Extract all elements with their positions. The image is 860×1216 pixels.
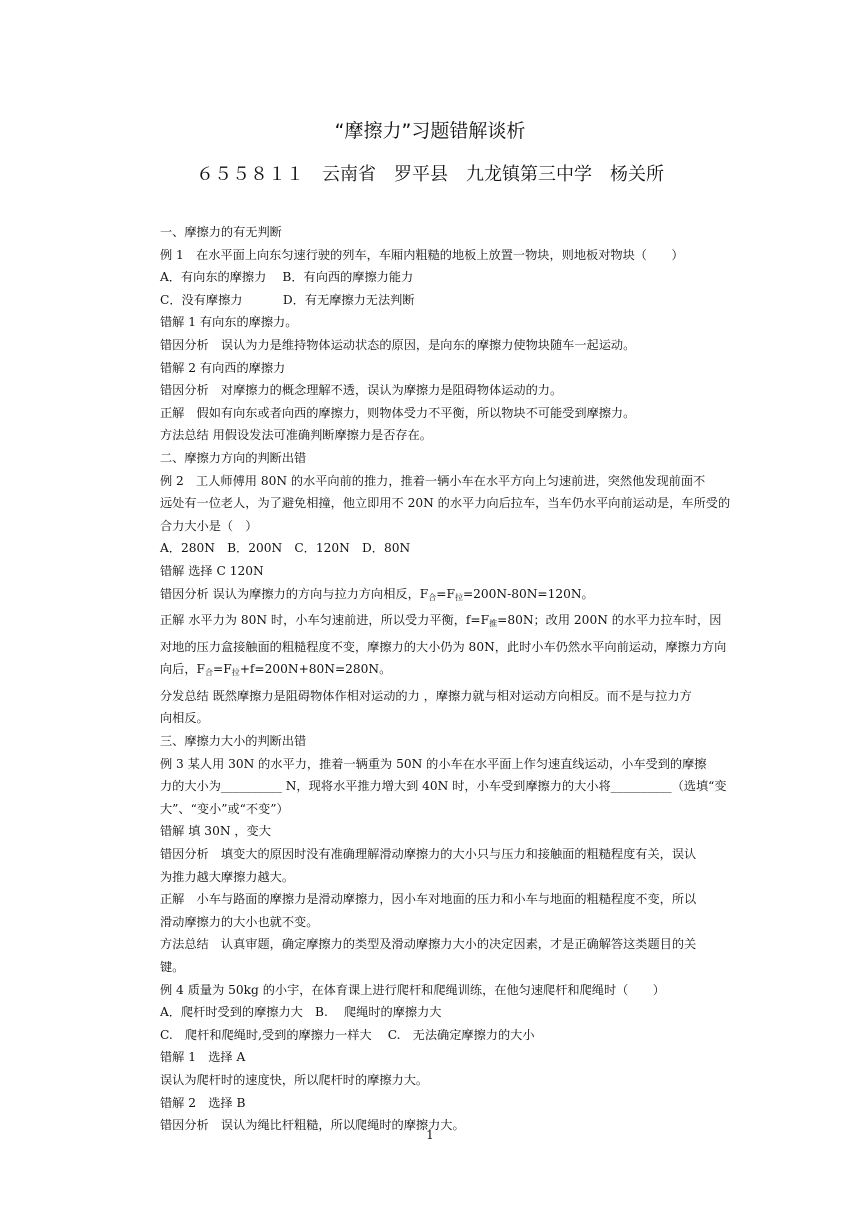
correct-answer-ex2-line-2: 对地的压力盒接触面的粗糙程度不变，摩擦力的大小仍为 80N，此时小车仍然水平向前运动，摩擦力方向 [160, 639, 727, 654]
wrong-answer-2: 错解 2 有向西的摩擦力 [160, 360, 286, 375]
page-number: 1 [426, 1128, 434, 1142]
error-analysis-1: 错因分析 误认为力是维持物体运动状态的原因，是向东的摩擦力使物块随车一起运动。 [160, 337, 636, 352]
error-analysis-ex3-line-1: 错因分析 填变大的原因时没有准确理解滑动摩擦力的大小只与压力和接触面的粗糙程度有关，误认 [160, 847, 697, 862]
example-4-options-cd: C. 爬杆和爬绳时,受到的摩擦力一样大 C. 无法确定摩擦力的大小 [160, 1027, 535, 1042]
correct-answer-ex2-line-3: 向后，$F_合=F_拉+f=200N+80N=280N$。 [160, 662, 392, 678]
wrong-answer-ex4-1: 错解 1 选择 A [160, 1050, 246, 1065]
error-analysis-ex3-line-2: 为推力越大摩擦力越大。 [160, 869, 295, 884]
method-summary-ex3-line-1: 方法总结 认真审题，确定摩擦力的类型及滑动摩擦力大小的决定因素，才是正确解答这类题目的关 [160, 937, 697, 952]
correct-answer-ex3-line-1: 正解 小车与路面的摩擦力是滑动摩擦力，因小车对地面的压力和小车与地面的粗糙程度不变，所以 [160, 892, 697, 907]
example-2-options: A．280N B．200N C．120N D．80N [160, 541, 411, 556]
section-heading-1: 一、摩擦力的有无判断 [160, 225, 282, 239]
method-summary-ex2-line-1: 分发总结 既然摩擦力是阻碍物体作相对运动的力 ，摩擦力就与相对运动方向相反。而不是与拉力方 [160, 688, 692, 703]
example-2-line-2: 远处有一位老人，为了避免相撞，他立即用不 20N 的水平力向后拉车，当车仍水平向前运动是，车所受的 [160, 496, 731, 511]
error-analysis-ex4: 错因分析 误认为绳比杆粗糙，所以爬绳时的摩擦力大。 [160, 1118, 465, 1133]
correct-answer-1: 正解 假如有向东或者向西的摩擦力，则物体受力不平衡，所以物块不可能受到摩擦力。 [160, 405, 636, 420]
error-analysis-2: 错因分析 对摩擦力的概念理解不透，误认为摩擦力是阻碍物体运动的力。 [160, 383, 563, 398]
method-summary-1: 方法总结 用假设发法可准确判断摩擦力是否存在。 [160, 428, 432, 443]
example-3-line-2: 力的大小为__________ N，现将水平推力增大到 40N 时，小车受到摩擦力的大小将__________（选填“变 [160, 779, 727, 794]
example-3-line-3: 大”、“变小”或“不变”） [160, 801, 289, 816]
wrong-answer-1: 错解 1 有向东的摩擦力。 [160, 315, 298, 330]
wrong-answer-ex4-1-reason: 误认为爬杆时的速度快，所以爬杆时的摩擦力大。 [160, 1072, 429, 1087]
author-line: ６５５８１１ 云南省 罗平县 九龙镇第三中学 杨关所 [196, 164, 664, 185]
method-summary-ex3-line-2: 键。 [160, 960, 185, 974]
correct-answer-ex2-line-1: 正解 水平力为 80N 时，小车匀速前进，所以受力平衡，$f=F_推=80N$；改用 200N 的水平力拉车时，因 [160, 613, 722, 629]
section-heading-2: 二、摩擦力方向的判断出错 [160, 450, 307, 465]
example-2-line-1: 例 2 工人师傅用 80N 的水平向前的推力，推着一辆小车在水平方向上匀速前进，突然他发现前面不 [160, 473, 706, 488]
method-summary-ex2-line-2: 向相反。 [160, 711, 209, 726]
example-4-question: 例 4 质量为 50kg 的小宇，在体育课上进行爬杆和爬绳训练，在他匀速爬杆和爬绳时（ ） [160, 982, 665, 997]
wrong-answer-ex3: 错解 填 30N ，变大 [160, 824, 271, 839]
example-1-question: 例 1 在水平面上向东匀速行驶的列车，车厢内粗糙的地板上放置一物块，则地板对物块（ ） [160, 247, 684, 262]
wrong-answer-ex2: 错解 选择 C 120N [160, 563, 264, 578]
section-heading-3: 三、摩擦力大小的判断出错 [160, 734, 307, 749]
document-body [160, 221, 732, 1137]
example-4-options-ab: A．爬杆时受到的摩擦力大 B. 爬绳时的摩擦力大 [160, 1005, 442, 1020]
document-title: “摩擦力”习题错解谈析 [334, 120, 526, 142]
example-1-options-ab: A．有向东的摩擦力 B．有向西的摩擦力能力 [160, 270, 414, 285]
example-2-line-3: 合力大小是（ ） [160, 518, 258, 533]
wrong-answer-ex4-2: 错解 2 选择 B [160, 1095, 246, 1110]
correct-answer-ex3-line-2: 滑动摩擦力的大小也就不变。 [160, 914, 319, 929]
example-1-options-cd: C．没有摩擦力 D．有无摩擦力无法判断 [160, 292, 415, 307]
example-3-line-1: 例 3 某人用 30N 的水平力，推着一辆重为 50N 的小车在水平面上作匀速直线运动，小车受到的摩擦 [160, 756, 707, 771]
error-analysis-ex2: 错因分析 误认为摩擦力的方向与拉力方向相反，$F_合=F_拉=200N-80N=120N$。 [160, 586, 594, 602]
